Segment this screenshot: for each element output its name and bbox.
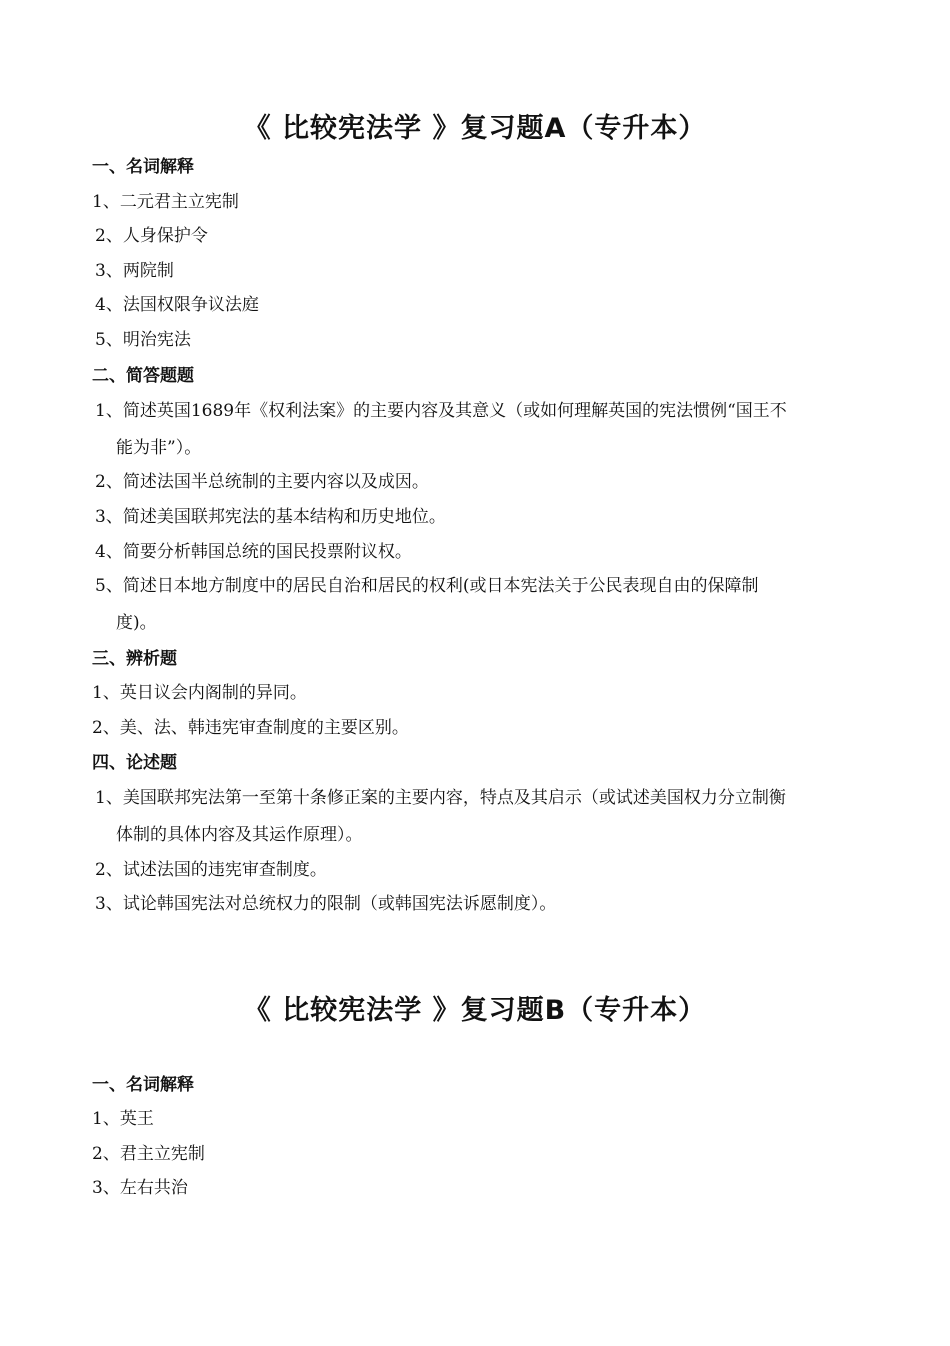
section-heading-terms-b: 一、名词解释 (92, 1075, 194, 1095)
list-item: 4、简要分析韩国总统的国民投票附议权。 (95, 542, 412, 562)
list-item: 1、简述英国1689年《权利法案》的主要内容及其意义（或如何理解英国的宪法惯例“国王不 (95, 401, 787, 421)
list-item: 2、人身保护令 (95, 226, 208, 246)
list-item: 1、美国联邦宪法第一至第十条修正案的主要内容，特点及其启示（或试述美国权力分立制衡 (95, 788, 786, 808)
section-heading-essay-a: 四、论述题 (92, 753, 177, 773)
list-item: 3、试论韩国宪法对总统权力的限制（或韩国宪法诉愿制度）。 (95, 894, 557, 914)
list-item-continuation: 度)。 (116, 613, 157, 633)
list-item: 4、法国权限争议法庭 (95, 295, 259, 315)
list-item: 3、两院制 (95, 261, 174, 281)
list-item: 5、明治宪法 (95, 330, 191, 350)
page-title-a: 《 比较宪法学 》复习题A（专升本） (243, 113, 707, 144)
section-heading-terms-a: 一、名词解释 (92, 157, 194, 177)
section-heading-analysis-a: 三、辨析题 (92, 649, 177, 669)
page-title-b: 《 比较宪法学 》复习题B（专升本） (243, 995, 707, 1026)
list-item-continuation: 体制的具体内容及其运作原理）。 (116, 825, 363, 845)
section-heading-short-answer-a: 二、简答题题 (92, 366, 194, 386)
list-item: 2、美、法、韩违宪审查制度的主要区别。 (92, 718, 409, 738)
list-item-continuation: 能为非”）。 (116, 438, 202, 458)
list-item: 1、英王 (92, 1109, 154, 1129)
list-item: 3、左右共治 (92, 1178, 188, 1198)
list-item: 2、简述法国半总统制的主要内容以及成因。 (95, 472, 429, 492)
list-item: 2、试述法国的违宪审查制度。 (95, 860, 327, 880)
list-item: 3、简述美国联邦宪法的基本结构和历史地位。 (95, 507, 446, 527)
list-item: 1、英日议会内阁制的异同。 (92, 683, 307, 703)
list-item: 1、二元君主立宪制 (92, 192, 239, 212)
list-item: 5、简述日本地方制度中的居民自治和居民的权利(或日本宪法关于公民表现自由的保障制 (95, 576, 759, 596)
list-item: 2、君主立宪制 (92, 1144, 205, 1164)
